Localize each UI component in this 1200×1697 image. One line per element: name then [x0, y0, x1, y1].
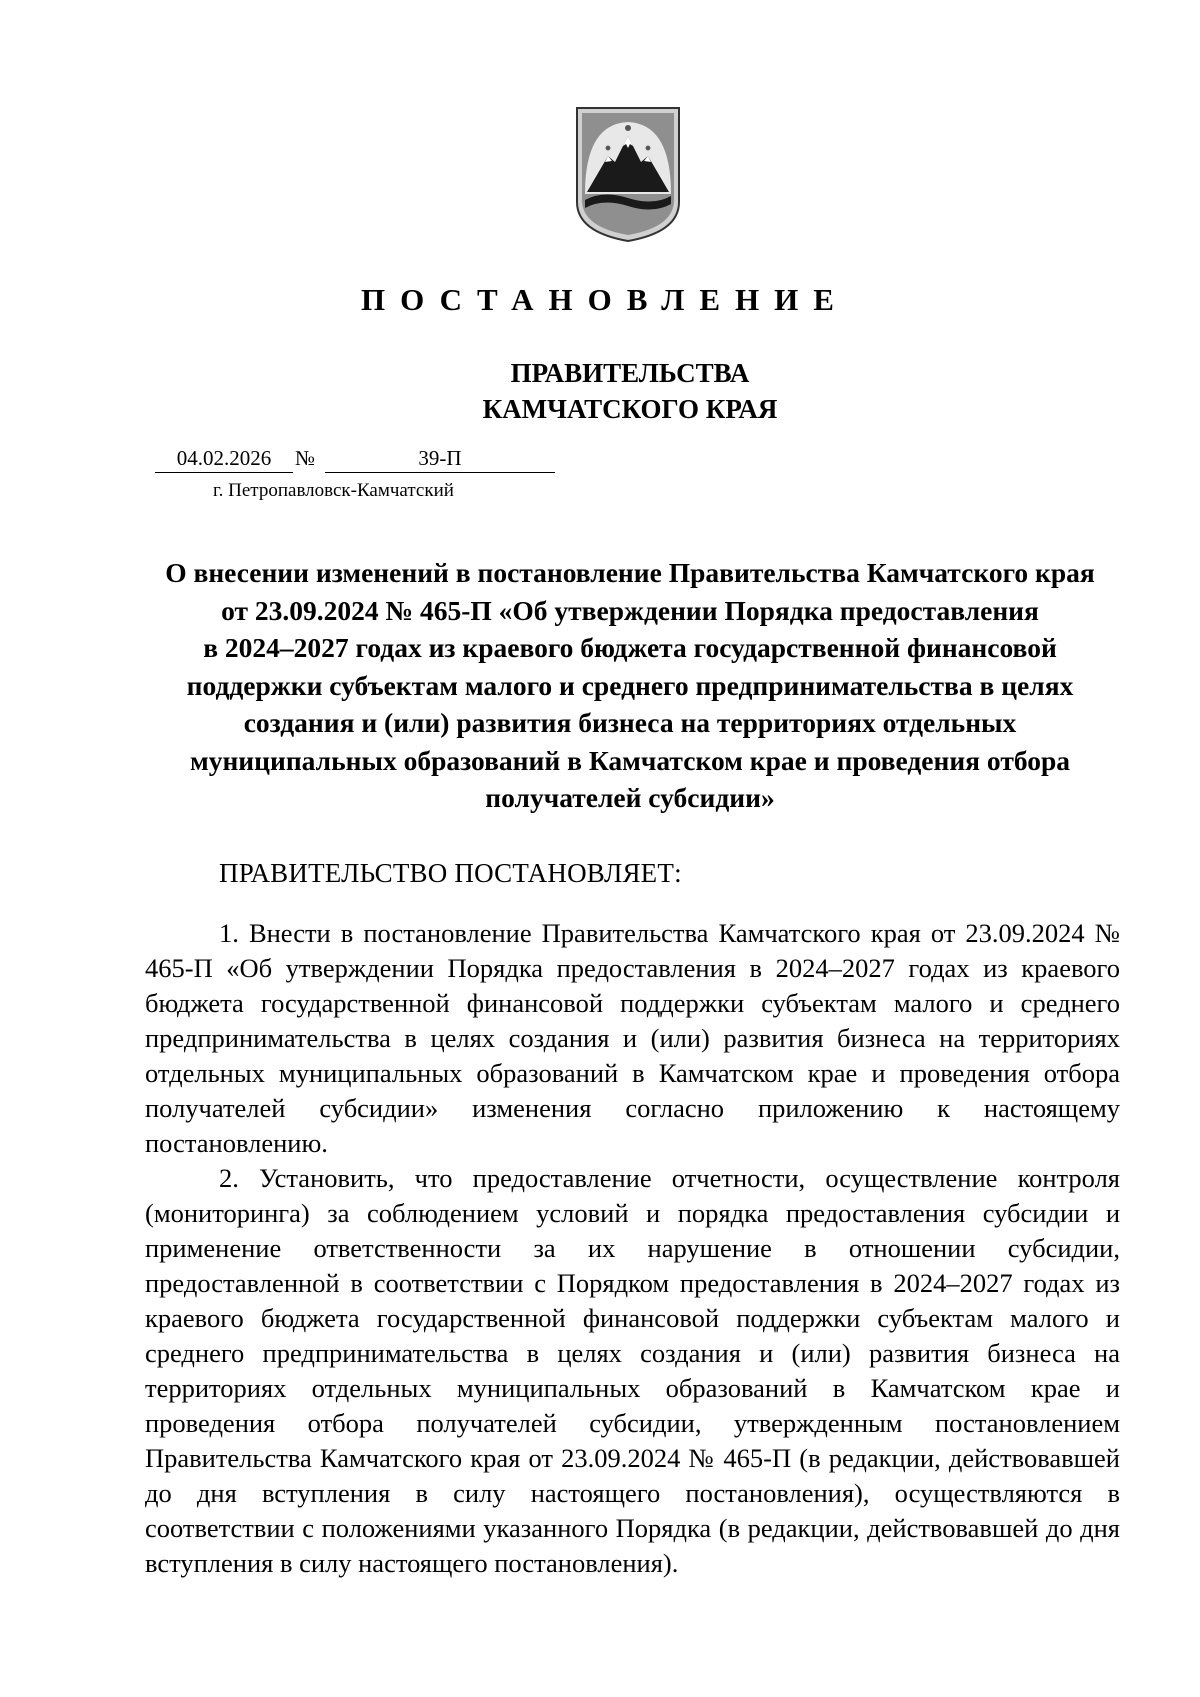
paragraph-2: 2. Установить, что предоставление отчетности, осуществление контроля (мониторинга) за соблюдением условий и порядка предоставления субсидии и применение ответственности за их нарушение в отношении субсидии, предоставленной в соответствии с Порядком предоставления в 2024–2027 годах из краевого бюджета государственной финансовой поддержки субъектам малого и среднего предпринимательства в целях создания и (или) развития бизнеса на территориях отдельных муниципальных образований в Камчатском крае и проведения отбора получателей субсидии, утвержденным постановлением Правительства Камчатского края от 23.09.2024 № 465-П (в редакции, действовавшей до дня вступления в силу настоящего постановления), осуществляются в соответствии с положениями указанного Порядка (в редакции, действовавшей до дня вступления в силу настоящего постановления).: [145, 1163, 1120, 1578]
issuer-line-1: ПРАВИТЕЛЬСТВА: [510, 358, 750, 388]
decree-phrase: ПРАВИТЕЛЬСТВО ПОСТАНОВЛЯЕТ:: [219, 858, 682, 888]
title-line: О внесении изменений в постановление Правительства Камчатского края: [165, 557, 1095, 588]
document-date: 04.02.2026: [155, 446, 293, 473]
kamchatka-coat-of-arms-icon: [573, 104, 683, 244]
title-line: поддержки субъектам малого и среднего предпринимательства в целях: [186, 669, 1074, 701]
title-line: от 23.09.2024 № 465-П «Об утверждении Порядка предоставления: [221, 594, 1039, 626]
title-line: создания и (или) развития бизнеса на территориях отдельных: [243, 707, 1017, 738]
title-line: муниципальных образований в Камчатском крае и проведения отбора: [189, 744, 1071, 776]
title-line: в 2024–2027 годах из краевого бюджета государственной финансовой: [203, 632, 1057, 663]
number-label: №: [295, 446, 316, 470]
title-line: получателей субсидии»: [485, 782, 775, 813]
city-line: г. Петропавловск-Камчатский: [213, 480, 454, 501]
issuer-line-2: КАМЧАТСКОГО КРАЯ: [482, 394, 778, 424]
document-type-heading: ПОСТАНОВЛЕНИЕ: [361, 282, 849, 317]
paragraph-1: 1. Внести в постановление Правительства Камчатского края от 23.09.2024 № 465-П «Об утверждении Порядка предоставления в 2024–2027 годах из краевого бюджета государственной финансовой поддержки субъектам малого и среднего предпринимательства в целях создания и (или) развития бизнеса на территориях отдельных муниципальных образований в Камчатском крае и проведения отбора получателей субсидии» изменения согласно приложению к настоящему постановлению.: [145, 918, 1120, 1158]
document-number: 39-П: [325, 446, 555, 473]
issuer-heading: [0, 355, 1200, 427]
date-number-line: [155, 446, 575, 476]
document-body: [145, 916, 1120, 1581]
document-title: [140, 554, 1120, 817]
